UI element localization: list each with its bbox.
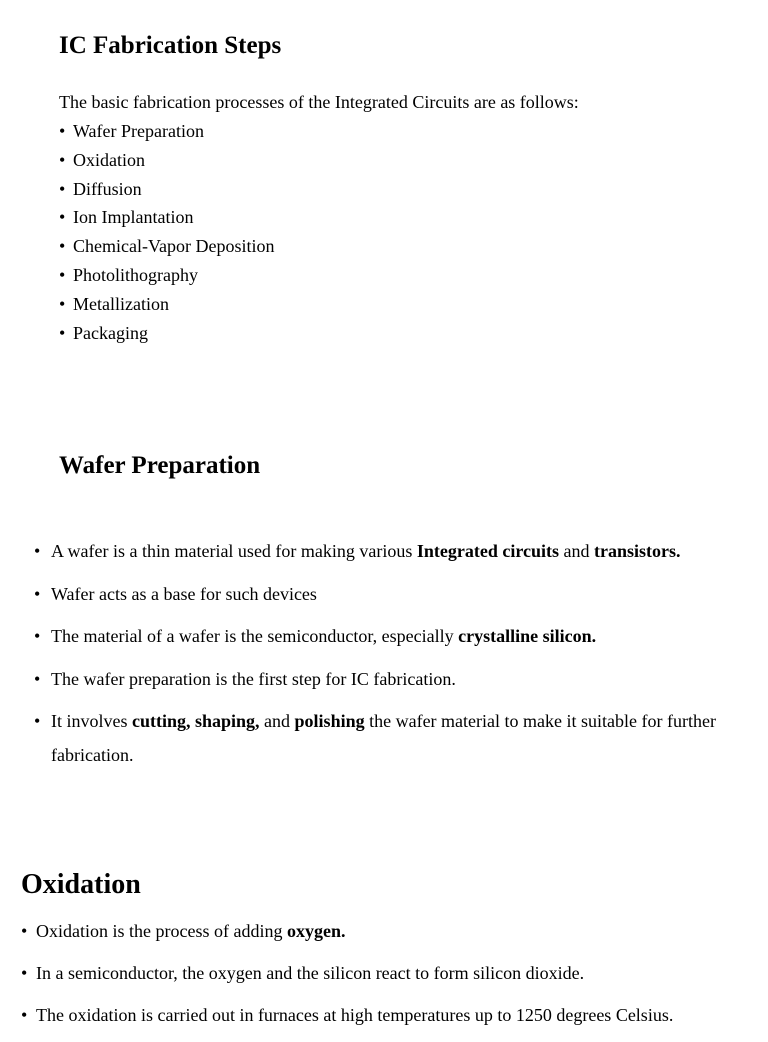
wafer-point-text: The wafer preparation is the first step for IC fabrication. <box>51 668 456 689</box>
step-item <box>59 117 274 146</box>
oxidation-point <box>21 916 751 946</box>
wafer-point-bold: Integrated circuits <box>416 541 560 561</box>
wafer-point <box>34 619 734 653</box>
wafer-point-bold: cutting, shaping, <box>132 711 260 731</box>
bullet-icon: • <box>34 626 41 646</box>
wafer-preparation-heading: Wafer Preparation <box>59 452 261 479</box>
step-item <box>59 203 274 232</box>
wafer-point <box>34 577 734 611</box>
step-label: Oxidation <box>73 149 145 170</box>
oxidation-point-text: In a semiconductor, the oxygen and the silicon react to form silicon dioxide. <box>36 963 585 983</box>
step-item <box>59 146 274 175</box>
bullet-icon: • <box>21 963 28 983</box>
oxidation-point-text: The oxidation is carried out in furnaces at high temperatures up to 1250 degrees Celsius. <box>36 1005 674 1025</box>
bullet-icon: • <box>34 668 41 689</box>
step-item <box>59 319 274 348</box>
wafer-point-text: The material of a wafer is the semiconductor, especially <box>51 626 459 646</box>
step-label: Metallization <box>73 293 169 314</box>
step-label: Wafer Preparation <box>73 121 204 141</box>
ic-fabrication-steps-heading: IC Fabrication Steps <box>59 32 282 59</box>
step-item <box>59 175 274 204</box>
step-label: Packaging <box>73 322 148 343</box>
wafer-point <box>34 662 734 696</box>
wafer-point-bold: transistors. <box>594 541 681 561</box>
wafer-point-bold: crystalline silicon. <box>458 626 597 646</box>
oxidation-point <box>21 1000 751 1030</box>
wafer-point-bold: polishing <box>294 711 365 731</box>
bullet-icon: • <box>34 583 41 604</box>
oxidation-point <box>21 958 751 988</box>
bullet-icon: • <box>59 207 66 228</box>
bullet-icon: • <box>59 264 66 285</box>
bullet-icon: • <box>59 236 66 257</box>
ic-intro-text: The basic fabrication processes of the Integrated Circuits are as follows: <box>59 92 579 112</box>
bullet-icon: • <box>59 149 66 170</box>
wafer-point-text: and <box>259 711 295 731</box>
step-label: Ion Implantation <box>73 207 194 228</box>
bullet-icon: • <box>21 1005 28 1025</box>
bullet-icon: • <box>59 178 66 199</box>
wafer-point-text: and <box>559 541 595 561</box>
wafer-point-text: the wafer material to make it suitable for further fabrication. <box>51 711 716 765</box>
step-label: Chemical-Vapor Deposition <box>73 236 275 257</box>
bullet-icon: • <box>59 293 66 314</box>
fabrication-steps-list <box>59 117 274 347</box>
step-item <box>59 261 274 290</box>
bullet-icon: • <box>59 121 66 141</box>
bullet-icon: • <box>59 322 66 343</box>
step-label: Diffusion <box>73 178 142 199</box>
bullet-icon: • <box>34 711 41 731</box>
wafer-point-text: Wafer acts as a base for such devices <box>51 583 317 604</box>
step-item <box>59 290 274 319</box>
wafer-point <box>34 704 734 772</box>
oxidation-points-list <box>21 916 751 1042</box>
step-label: Photolithography <box>73 264 198 285</box>
bullet-icon: • <box>21 921 28 941</box>
bullet-icon: • <box>34 541 41 561</box>
wafer-point <box>34 534 734 568</box>
wafer-point-text: A wafer is a thin material used for making various <box>51 541 417 561</box>
wafer-points-list <box>34 534 734 781</box>
wafer-point-text: It involves <box>51 711 132 731</box>
step-item <box>59 232 274 261</box>
oxidation-heading: Oxidation <box>21 869 141 900</box>
oxidation-point-bold: oxygen. <box>286 921 346 941</box>
oxidation-point-text: Oxidation is the process of adding <box>36 921 287 941</box>
